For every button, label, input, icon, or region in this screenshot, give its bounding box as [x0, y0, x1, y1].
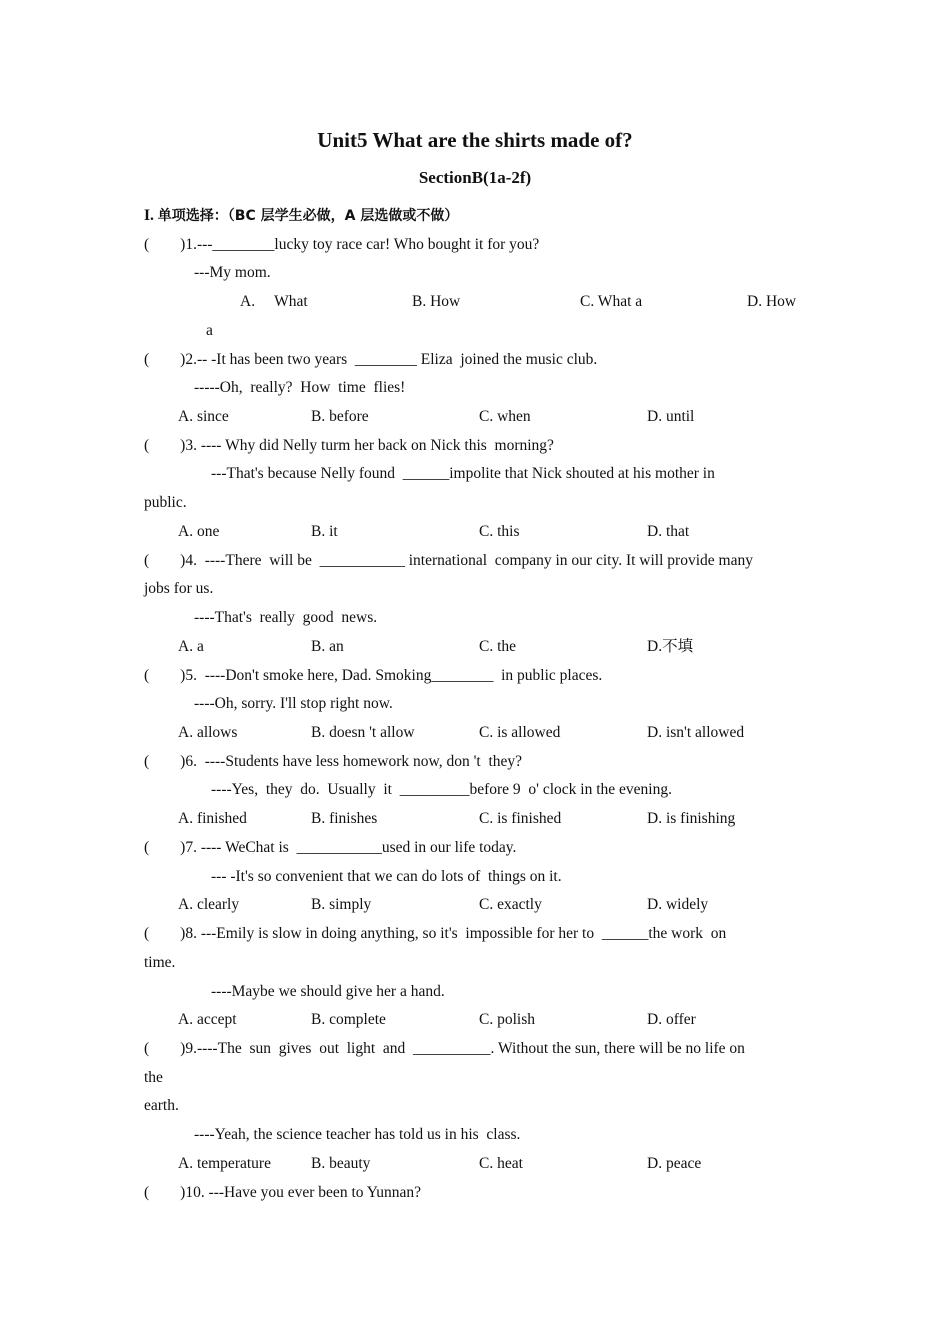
question-5-reply: ----Oh, sorry. I'll stop right now.: [194, 695, 393, 712]
question-8-option-d: D. offer: [647, 1011, 696, 1028]
question-1-option-d: D. How: [747, 293, 797, 310]
question-2-option-a: A. since: [178, 408, 229, 425]
question-5-stem: ( )5. ----Don't smoke here, Dad. Smoking________ in public places.: [144, 667, 603, 684]
page-subtitle: SectionB(1a-2f): [418, 168, 532, 187]
question-9-stem: ( )9.----The sun gives out light and __________. Without the sun, there will be no life on: [144, 1040, 745, 1057]
question-1-stem: ( )1.---________lucky toy race car! Who bought it for you?: [144, 236, 540, 253]
question-6-option-a: A. finished: [178, 810, 247, 827]
question-9-option-d: D. peace: [647, 1155, 702, 1172]
question-4-option-c: C. the: [479, 638, 517, 655]
question-4-stem-wrap: jobs for us.: [144, 580, 214, 597]
question-2-option-d: D. until: [647, 408, 695, 425]
question-3-reply-wrap: public.: [144, 494, 187, 511]
question-9-option-c: C. heat: [479, 1155, 523, 1172]
question-9-stem-wrap-2: earth.: [144, 1097, 179, 1114]
question-9-stem-wrap: the: [144, 1069, 163, 1086]
question-4-reply: ----That's really good news.: [194, 609, 378, 626]
question-1-option-d-wrap: a: [206, 322, 213, 339]
question-5-option-d: D. isn't allowed: [647, 724, 745, 741]
question-10-stem: ( )10. ---Have you ever been to Yunnan?: [144, 1184, 422, 1201]
question-6-option-d: D. is finishing: [647, 810, 736, 827]
question-8-option-a: A. accept: [178, 1011, 237, 1028]
question-8-reply: ----Maybe we should give her a hand.: [211, 983, 445, 1000]
question-3-option-c: C. this: [479, 523, 520, 540]
question-8-stem: ( )8. ---Emily is slow in doing anything, so it's impossible for her to ______the work on: [144, 925, 727, 942]
question-7-option-a: A. clearly: [178, 896, 240, 913]
section-heading: [144, 205, 458, 227]
question-2-option-b: B. before: [311, 408, 369, 425]
question-9-option-b: B. beauty: [311, 1155, 371, 1172]
question-9-reply: ----Yeah, the science teacher has told us in his class.: [194, 1126, 521, 1143]
question-1-reply: ---My mom.: [194, 264, 271, 281]
question-3-stem: ( )3. ---- Why did Nelly turm her back on Nick this morning?: [144, 437, 554, 454]
question-3-option-a: A. one: [178, 523, 220, 540]
question-1-option-b: B. How: [412, 293, 461, 310]
question-7-reply: --- -It's so convenient that we can do lots of things on it.: [211, 868, 562, 885]
question-3-option-b: B. it: [311, 523, 338, 540]
question-5-option-c: C. is allowed: [479, 724, 561, 741]
question-9-option-a: A. temperature: [178, 1155, 271, 1172]
question-4-option-b: B. an: [311, 638, 344, 655]
question-3-option-d: D. that: [647, 523, 690, 540]
question-6-reply: ----Yes, they do. Usually it _________before 9 o' clock in the evening.: [211, 781, 672, 798]
question-8-stem-wrap: time.: [144, 954, 176, 971]
section-number: I.: [144, 207, 158, 224]
question-8-option-c: C. polish: [479, 1011, 535, 1028]
question-1-option-c: C. What a: [580, 293, 643, 310]
question-7-option-b: B. simply: [311, 896, 372, 913]
question-2-option-c: C. when: [479, 408, 531, 425]
question-8-option-b: B. complete: [311, 1011, 386, 1028]
question-1-option-a: A. What: [240, 293, 308, 310]
question-6-stem: ( )6. ----Students have less homework now, don 't they?: [144, 753, 523, 770]
question-4-option-a: A. a: [178, 638, 204, 655]
question-7-option-c: C. exactly: [479, 896, 542, 913]
page-title: Unit5 What are the shirts made of?: [317, 128, 633, 152]
question-2-stem: ( )2.-- -It has been two years ________ Eliza joined the music club.: [144, 351, 598, 368]
question-6-option-b: B. finishes: [311, 810, 378, 827]
question-7-option-d: D. widely: [647, 896, 709, 913]
question-4-stem: ( )4. ----There will be ___________ international company in our city. It will provide many: [144, 552, 753, 569]
question-3-reply: ---That's because Nelly found ______impolite that Nick shouted at his mother in: [211, 465, 715, 482]
question-4-option-d: D.不填: [647, 638, 694, 655]
question-5-option-a: A. allows: [178, 724, 238, 741]
question-6-option-c: C. is finished: [479, 810, 562, 827]
question-5-option-b: B. doesn 't allow: [311, 724, 415, 741]
question-2-reply: -----Oh, really? How time flies!: [194, 379, 406, 396]
section-heading-text: 单项选择：（BC 层学生必做，A 层选做或不做）: [157, 208, 459, 224]
question-7-stem: ( )7. ---- WeChat is ___________used in our life today.: [144, 839, 517, 856]
